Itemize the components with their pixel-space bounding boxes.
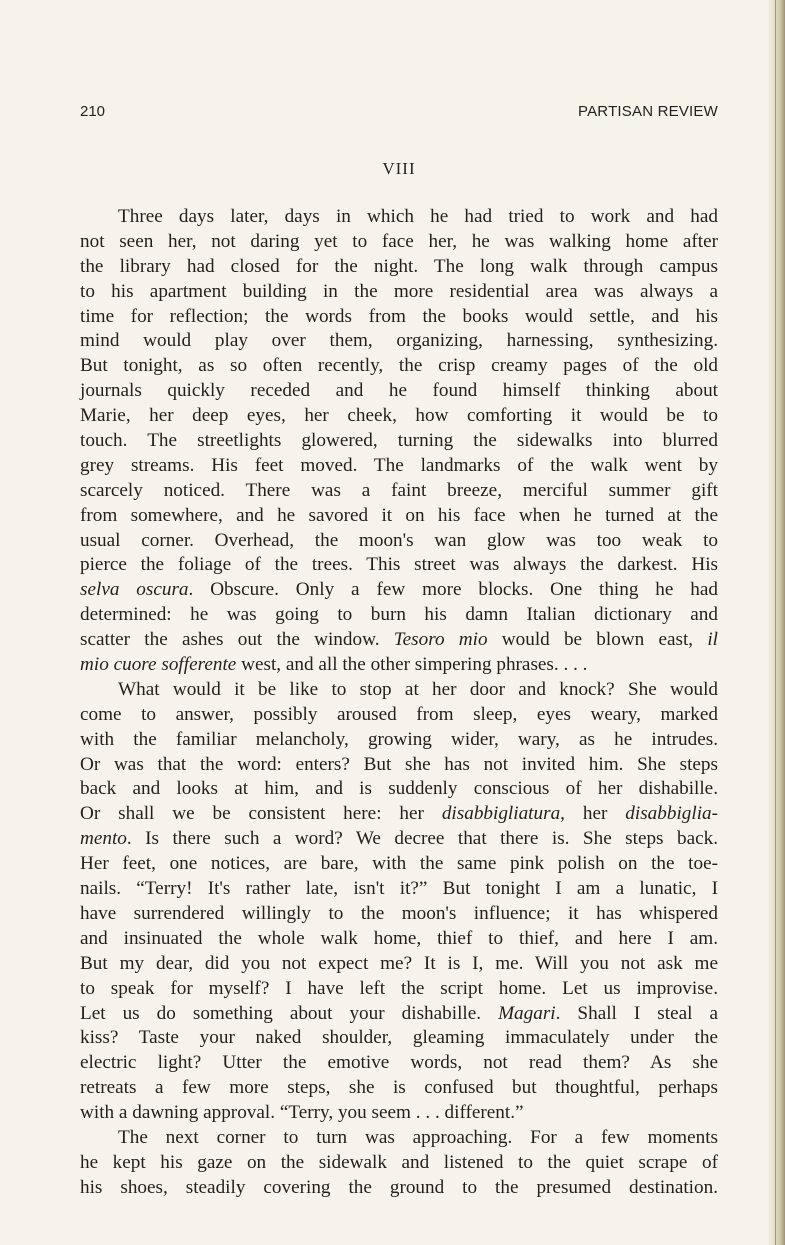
text-run: would be blown east, (487, 629, 708, 651)
text-run: back and looks at him, and is suddenly conscious of her dishabille. (80, 778, 718, 800)
text-run: Her feet, one notices, are bare, with the same pink polish on the toe- (80, 853, 718, 875)
text-line (80, 429, 718, 454)
text-line (80, 329, 718, 354)
text-run: . Obscure. Only a few more blocks. One thing he had (188, 579, 718, 601)
text-line (80, 777, 718, 802)
text-run: grey streams. His feet moved. The landmarks of the walk went by (80, 454, 718, 476)
text-line (80, 230, 718, 255)
text-run: Or shall we be consistent here: her (80, 803, 442, 825)
text-run: he kept his gaze on the sidewalk and listened to the quiet scrape of (80, 1151, 718, 1173)
text-line (80, 1002, 718, 1027)
text-line (80, 852, 718, 877)
body-text (80, 205, 718, 1201)
text-run: mind would play over them, organizing, harnessing, synthesizing. (80, 330, 718, 352)
page-number: 210 (80, 103, 106, 120)
text-run: nails. “Terry! It's rather late, isn't it?” But tonight I am a lunatic, I (80, 878, 718, 900)
text-run: not seen her, not daring yet to face her, he was walking home after (80, 230, 718, 252)
text-run: have surrendered willingly to the moon's influence; it has whispered (80, 902, 718, 924)
text-line (80, 1126, 718, 1151)
text-run: , her (560, 803, 626, 825)
text-run: Marie, her deep eyes, her cheek, how comforting it would be to (80, 405, 718, 427)
text-run: his shoes, steadily covering the ground to the presumed destination. (80, 1176, 718, 1198)
running-head (80, 103, 718, 123)
italic-phrase: mio cuore sofferente (80, 654, 237, 676)
text-run: But my dear, did you not expect me? It is I, me. Will you not ask me (80, 952, 718, 974)
text-run: Let us do something about your dishabille. (80, 1002, 499, 1024)
italic-phrase: Magari (498, 1002, 556, 1024)
text-run: to his apartment building in the more residential area was always a (80, 280, 718, 302)
page-edge-line (775, 0, 776, 1245)
text-line (80, 305, 718, 330)
text-line (80, 678, 718, 703)
text-line (80, 1176, 718, 1201)
text-line (80, 205, 718, 230)
italic-phrase: selva oscura (80, 579, 189, 601)
text-line (80, 578, 718, 603)
text-run: What would it be like to stop at her door and knock? She would (118, 678, 718, 700)
text-run: from somewhere, and he savored it on his face when he turned at the (80, 504, 718, 526)
text-run: But tonight, as so often recently, the crisp creamy pages of the old (80, 355, 718, 377)
text-run: usual corner. Overhead, the moon's wan glow was too weak to (80, 529, 718, 551)
text-run: electric light? Utter the emotive words, not read them? As she (80, 1052, 718, 1074)
text-run: The next corner to turn was approaching. For a few moments (118, 1126, 718, 1148)
page-edge-shadow (767, 0, 785, 1245)
text-run: the library had closed for the night. The long walk through campus (80, 255, 718, 277)
text-line (80, 977, 718, 1002)
text-run: journals quickly receded and he found himself thinking about (80, 380, 718, 402)
text-run: retreats a few more steps, she is confused but thoughtful, perhaps (80, 1077, 718, 1099)
text-run: time for reflection; the words from the books would settle, and his (80, 305, 718, 327)
journal-title: PARTISAN REVIEW (578, 103, 718, 120)
text-line (80, 454, 718, 479)
text-run: touch. The streetlights glowered, turning the sidewalks into blurred (80, 430, 718, 452)
text-line (80, 529, 718, 554)
text-line (80, 927, 718, 952)
text-line (80, 280, 718, 305)
text-line (80, 952, 718, 977)
text-line (80, 753, 718, 778)
text-line (80, 827, 718, 852)
text-line (80, 728, 718, 753)
text-line (80, 1026, 718, 1051)
text-line (80, 653, 718, 678)
text-run: west, and all the other simpering phrases. . . . (236, 654, 588, 676)
text-line (80, 404, 718, 429)
text-line (80, 1076, 718, 1101)
text-line (80, 255, 718, 280)
text-run: kiss? Taste your naked shoulder, gleaming immaculately under the (80, 1027, 718, 1049)
text-run: to speak for myself? I have left the script home. Let us improvise. (80, 977, 718, 999)
text-run: and insinuated the whole walk home, thief to thief, and here I am. (80, 927, 718, 949)
text-run: pierce the foliage of the trees. This street was always the darkest. His (80, 554, 718, 576)
italic-phrase: disabbiglia- (625, 803, 719, 825)
text-line (80, 802, 718, 827)
text-line (80, 1151, 718, 1176)
text-line (80, 877, 718, 902)
text-line (80, 504, 718, 529)
text-line (80, 379, 718, 404)
italic-phrase: il (707, 629, 718, 651)
italic-phrase: Tesoro mio (393, 629, 488, 651)
text-run: with a dawning approval. “Terry, you seem . . . different.” (80, 1102, 524, 1124)
text-run: determined: he was going to burn his damn Italian dictionary and (80, 604, 718, 626)
italic-phrase: mento (80, 828, 127, 850)
text-run: with the familiar melancholy, growing wider, wary, as he intrudes. (80, 728, 718, 750)
text-line (80, 603, 718, 628)
text-run: come to answer, possibly aroused from sleep, eyes weary, marked (80, 703, 718, 725)
text-run: scarcely noticed. There was a faint breeze, merciful summer gift (80, 479, 718, 501)
text-line (80, 628, 718, 653)
text-run: . Shall I steal a (555, 1002, 718, 1024)
text-line (80, 354, 718, 379)
text-line (80, 1101, 718, 1126)
text-line (80, 553, 718, 578)
text-run: Three days later, days in which he had tried to work and had (118, 206, 718, 227)
text-run: . Is there such a word? We decree that there is. She steps back. (126, 828, 718, 850)
text-line (80, 1051, 718, 1076)
text-line (80, 479, 718, 504)
section-heading: VIII (382, 159, 416, 178)
italic-phrase: disabbigliatura (441, 803, 561, 825)
text-line (80, 902, 718, 927)
text-run: Or was that the word: enters? But she has not invited him. She steps (80, 753, 718, 775)
text-line (80, 703, 718, 728)
text-run: scatter the ashes out the window. (80, 629, 394, 651)
